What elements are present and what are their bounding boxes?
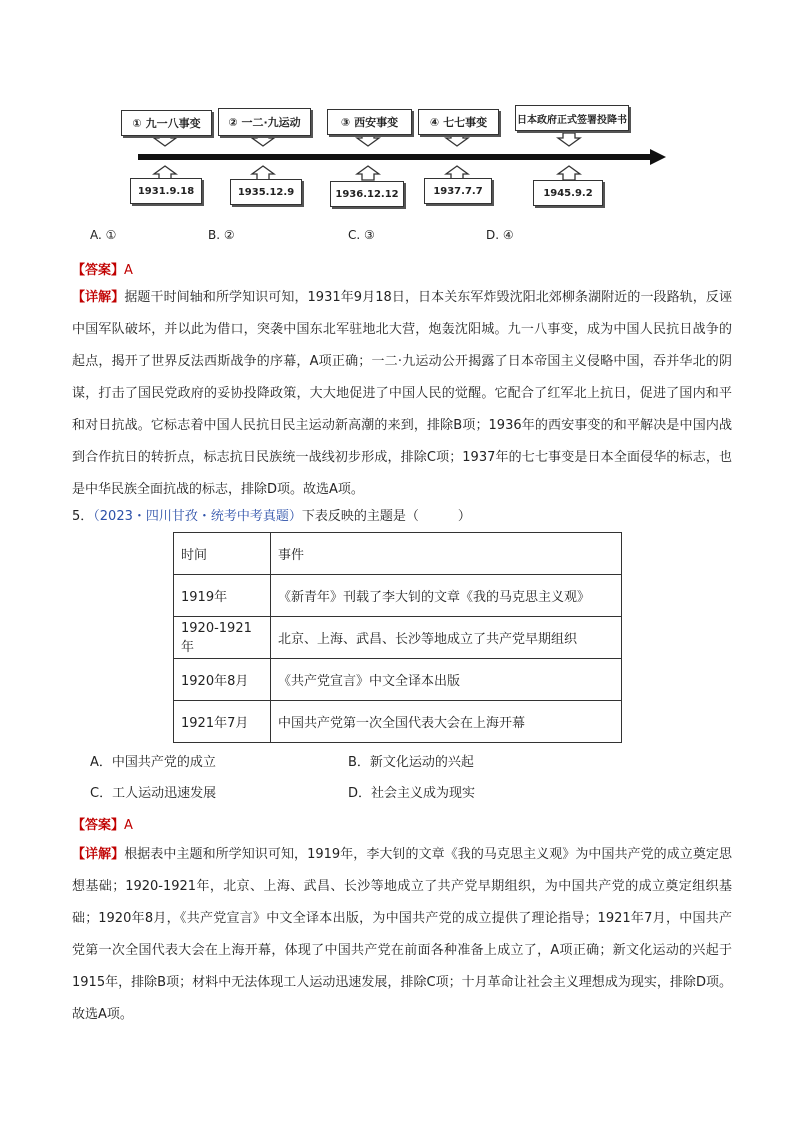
q5-option-a: A．中国共产党的成立	[90, 755, 216, 770]
q5-stem-line	[72, 505, 471, 524]
table-cell-event: 中国共产党第一次全国代表大会在上海开幕	[271, 701, 622, 743]
q5-number: 5．	[72, 509, 94, 524]
table-row	[174, 659, 622, 701]
q5-table	[173, 532, 622, 743]
table-cell-time: 1920年8月	[174, 659, 271, 701]
q5-stem: 下表反映的主题是（ ）	[301, 509, 471, 524]
q5-option-c: C．工人运动迅速发展	[90, 786, 217, 801]
table-header-event: 事件	[271, 533, 622, 575]
q4-answer-label: 【答案】	[72, 263, 125, 278]
q5-detail	[72, 839, 732, 1031]
q5-option-b: B．新文化运动的兴起	[348, 755, 474, 770]
q5-answer	[72, 814, 133, 833]
table-header-row	[174, 533, 622, 575]
q4-option-a: A. ①	[90, 228, 117, 242]
q4-detail-label: 【详解】	[72, 290, 125, 305]
timeline-date-4: 1937.7.7	[424, 178, 492, 204]
timeline-date-1: 1931.9.18	[130, 178, 202, 204]
timeline-date-2: 1935.12.9	[230, 179, 302, 205]
date-arrow-2	[252, 166, 274, 180]
q5-answer-label: 【答案】	[72, 818, 125, 833]
timeline-event-3: ③ 西安事变	[327, 109, 412, 135]
timeline-event-5: 日本政府正式签署投降书	[515, 105, 629, 131]
date-arrow-5	[558, 166, 580, 180]
table-cell-time: 1920-1921年	[174, 617, 271, 659]
timeline-event-1: ① 九一八事变	[121, 110, 212, 136]
date-arrow-3	[357, 166, 379, 180]
timeline-event-4: ④ 七七事变	[418, 109, 499, 135]
q5-detail-label: 【详解】	[72, 847, 125, 862]
q4-option-c: C. ③	[348, 228, 375, 242]
q5-detail-text: 根据表中主题和所学知识可知，1919年，李大钊的文章《我的马克思主义观》为中国共产党的成立奠定思想基础；1920-1921年，北京、上海、武昌、长沙等地成立了共产党早期组织，为中国共产党的成立奠定组织基础；1920年8月，《共产党宣言》中文全译本出版，为中国共产党的成立提供了理论指导；1921年7月，中国共产党第一次全国代表大会在上海开幕，体现了中国共产党在前面各种准备上成立了，A项正确；新文化运动的兴起于1915年，排除B项；材料中无法体现工人运动迅速发展，排除C项；十月革命让社会主义理想成为现实，排除D项。故选A项。	[72, 847, 732, 1022]
q4-option-b: B. ②	[208, 228, 235, 242]
q5-source: （2023・四川甘孜・统考中考真题）	[93, 509, 302, 524]
table-cell-event: 《共产党宣言》中文全译本出版	[271, 659, 622, 701]
table-cell-time: 1919年	[174, 575, 271, 617]
q4-detail-text: 据题干时间轴和所学知识可知，1931年9月18日，日本关东军炸毁沈阳北郊柳条湖附近的一段路轨，反诬中国军队破坏，并以此为借口，突袭中国东北军驻地北大营，炮轰沈阳城。九一八事变，成为中国人民抗日战争的起点，揭开了世界反法西斯战争的序幕，A项正确；一二·九运动公开揭露了日本帝国主义侵略中国，吞并华北的阴谋，打击了国民党政府的妥协投降政策，大大地促进了中国人民的觉醒。它配合了红军北上抗日，促进了国内和平和对日抗战。它标志着中国人民抗日民主运动新高潮的来到，排除B项；1936年的西安事变的和平解决是中国内战到合作抗日的转折点，标志抗日民族统一战线初步形成，排除C项；1937年的七七事变是日本全面侵华的标志，也是中华民族全面抗战的标志，排除D项。故选A项。	[72, 290, 732, 497]
timeline-date-5: 1945.9.2	[533, 180, 603, 206]
q4-detail	[72, 282, 732, 506]
timeline-event-2: ② 一二·九运动	[218, 108, 311, 136]
q5-answer-value: A	[124, 818, 133, 833]
timeline-date-3: 1936.12.12	[330, 181, 404, 207]
q5-option-d: D．社会主义成为现实	[348, 786, 476, 801]
table-header-time: 时间	[174, 533, 271, 575]
event-arrow-5	[558, 133, 580, 146]
q4-answer-value: A	[124, 263, 133, 278]
timeline-arrowhead	[650, 149, 666, 165]
q4-option-d: D. ④	[486, 228, 514, 242]
q4-answer	[72, 259, 133, 278]
table-cell-event: 《新青年》刊载了李大钊的文章《我的马克思主义观》	[271, 575, 622, 617]
table-row	[174, 701, 622, 743]
table-cell-event: 北京、上海、武昌、长沙等地成立了共产党早期组织	[271, 617, 622, 659]
table-row	[174, 617, 622, 659]
table-row	[174, 575, 622, 617]
table-cell-time: 1921年7月	[174, 701, 271, 743]
